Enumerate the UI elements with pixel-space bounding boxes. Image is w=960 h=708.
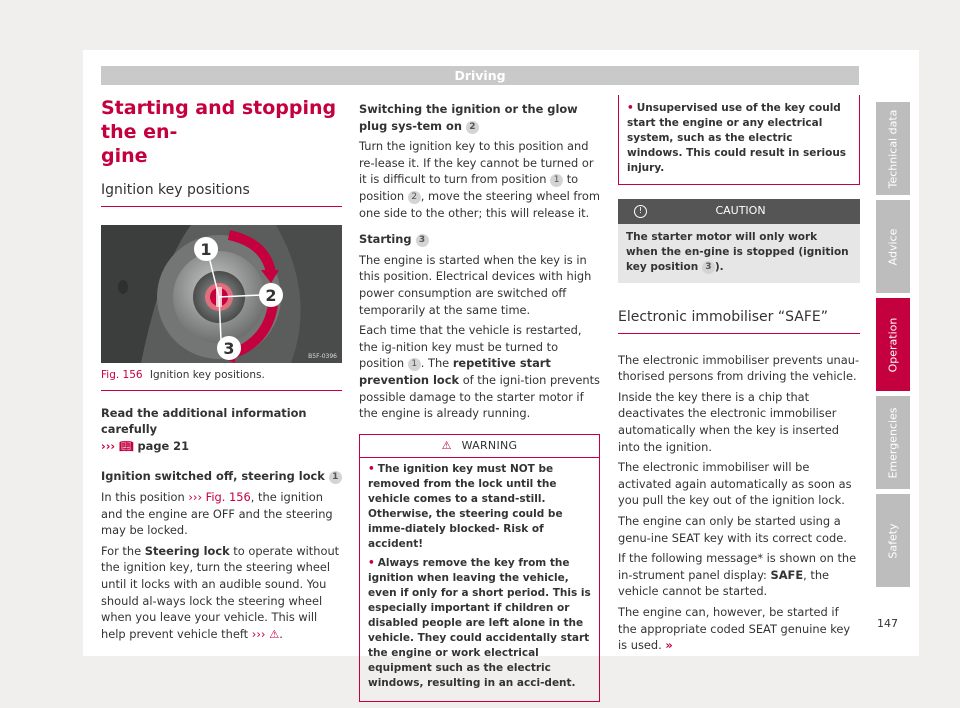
tab-technical-data[interactable] [876, 102, 910, 195]
page-number: 147 [877, 617, 898, 630]
caution-title: CAUTION [715, 204, 766, 217]
tab-safety[interactable] [876, 494, 910, 587]
paragraph [618, 604, 860, 654]
paragraph-text: , move the steering wheel from one side to the other; this will release it. [359, 188, 600, 220]
position-badge: 3 [702, 261, 715, 274]
caution-text: The starter motor will only work when the en-gine is stopped (ignition key position [626, 230, 849, 273]
page-title: Starting and stopping the en- gine [101, 97, 337, 167]
ignition-figure [101, 225, 342, 363]
book-icon: 📖︎ [119, 438, 134, 453]
position-badge: 2 [466, 121, 479, 134]
figure-marker-2: 2 [265, 286, 277, 305]
paragraph-text: Each time that the vehicle is restarted, the ig-nition key must be turned to position [359, 323, 582, 371]
paragraph-bold: repetitive start prevention lock [359, 356, 551, 387]
continue-chevron-icon: » [665, 638, 673, 653]
paragraph: The electronic immobiliser will be activated again automatically as soon as you pull the key out of the ignition lock. [618, 460, 852, 508]
paragraph-text: , the ignition and the engine are OFF and the steering may be locked. [101, 489, 333, 538]
bullet-icon: • [368, 557, 375, 570]
figure-caption [101, 367, 342, 391]
paragraph-bold: Steering lock [144, 543, 230, 558]
figure-label: Fig. 156 [101, 369, 143, 381]
paragraph-text: If the following message* is shown on the in-strument panel display: [618, 551, 857, 582]
column-2 [359, 101, 600, 702]
ignition-illustration [101, 225, 342, 363]
position-badge: 1 [550, 174, 563, 187]
caution-body [618, 224, 860, 283]
position-badge: 1 [408, 358, 421, 371]
paragraph: Inside the key there is a chip that deactivates the electronic immobiliser automatically when the key is inserted into the ignition. [618, 389, 839, 454]
tab-label: Safety [886, 522, 900, 559]
caution-text: ). [714, 260, 724, 273]
chevron-right-icon: ››› [188, 489, 203, 504]
figure-caption-text: Ignition key positions. [149, 369, 265, 381]
warning-continued [618, 95, 860, 185]
figure-marker-3: 3 [223, 339, 235, 358]
warning-title: WARNING [461, 438, 518, 452]
starting-heading-text: Starting [359, 232, 412, 247]
position-badge: 3 [416, 234, 429, 247]
read-info-line [101, 405, 342, 455]
warning-item-text: The ignition key must NOT be removed from the lock until the vehicle comes to a stand-still. Otherwise, the steering could be imme-diately blocked- Risk of accident! [368, 463, 563, 551]
paragraph [101, 489, 342, 539]
figure-link[interactable]: Fig. 156 [205, 489, 251, 504]
warning-icon: ⚠ [441, 438, 452, 452]
warning-item-text: Unsupervised use of the key could start the engine or any electrical system, such as the electric windows. This could result in serious injury. [627, 102, 847, 174]
caution-header [618, 199, 860, 224]
read-info-page-link[interactable]: page 21 [137, 438, 190, 453]
paragraph: The engine can only be started using a genu-ine SEAT key with its correct code. [618, 513, 847, 545]
position-badge: 2 [408, 191, 421, 204]
paragraph-bold: SAFE [770, 567, 804, 582]
position-badge: 1 [329, 471, 342, 484]
tab-operation[interactable] [876, 298, 910, 391]
tab-advice[interactable] [876, 200, 910, 293]
figure-marker-1: 1 [200, 240, 212, 259]
steering-lock-heading [101, 468, 342, 485]
steering-lock-heading-text: Ignition switched off, steering lock [101, 469, 325, 484]
paragraph-text: In this position [101, 489, 185, 504]
starting-heading [359, 231, 600, 248]
tab-label: Advice [886, 228, 900, 265]
read-info-text: Read the additional information carefully [101, 405, 307, 437]
bullet-icon: • [368, 463, 375, 476]
tab-label: Emergencies [886, 406, 900, 479]
paragraph-text: The engine can, however, be started if the appropriate coded SEAT genuine key is used. [618, 604, 851, 653]
chapter-header: Driving [101, 66, 859, 85]
paragraph-text: of the igni-tion prevents possible damage to the starter motor if the engine is already running. [359, 372, 600, 421]
paragraph: For the Steering lock to operate without the ignition key, turn the steering wheel until it locks with an audible sound. You should al-ways lock the steering wheel when you leave your vehicle. This will help prevent vehicle theft ››› ⚠. [101, 543, 340, 641]
column-1 [101, 96, 342, 646]
tab-label: Technical data [886, 109, 900, 188]
paragraph-text: For the [101, 543, 142, 558]
bullet-icon: • [627, 102, 634, 114]
paragraph [618, 550, 860, 600]
info-icon: ! [634, 205, 647, 218]
paragraph-text: to operate without the ignition key, turn the steering wheel until it locks with an audible sound. You should al-ways lock the steering wheel when you leave your vehicle. This will help prevent vehicle theft [101, 543, 340, 641]
paragraph-text: . The [420, 356, 450, 371]
side-tabs [876, 102, 910, 592]
warning-icon: ⚠ [269, 626, 280, 641]
warning-item-text: Always remove the key from the ignition when leaving the vehicle, even if only for a short period. This is especially important if children or disabled people are left alone in the vehicle. They could accidentally start the engine or work electrical equipment such as the electric windows, resulting in an acci-dent. [368, 557, 591, 690]
paragraph [359, 138, 600, 221]
paragraph-text: to position [359, 172, 579, 203]
chevron-right-icon: ››› [101, 438, 116, 453]
paragraph-text: Turn the ignition key to this position and re-lease it. If the key cannot be turned or it is difficult to turn from position [359, 139, 594, 187]
column-3 [618, 95, 860, 658]
tab-emergencies[interactable] [876, 396, 910, 489]
glow-plug-heading [359, 101, 600, 134]
tab-label: Operation [886, 317, 900, 372]
immobiliser-heading: Electronic immobiliser “SAFE” [618, 307, 860, 334]
paragraph: The engine is started when the key is in this position. Electrical devices with high power consumption are switched off temporarily at the same time. [359, 252, 592, 317]
warning-body [360, 458, 599, 701]
warning-item [368, 462, 591, 552]
figure-code: B5F-0396 [308, 353, 337, 360]
warning-header [360, 435, 599, 459]
paragraph: The electronic immobiliser prevents unau-thorised persons from driving the vehicle. [618, 352, 860, 384]
paragraph [359, 322, 600, 422]
glow-plug-heading-text: Switching the ignition or the glow plug sys-tem on [359, 102, 578, 133]
warning-box [359, 434, 600, 703]
warning-item [368, 556, 591, 691]
section-subtitle: Ignition key positions [101, 180, 342, 207]
chevron-right-icon: ››› [251, 626, 266, 641]
paragraph-text: , the vehicle cannot be started. [618, 567, 830, 599]
